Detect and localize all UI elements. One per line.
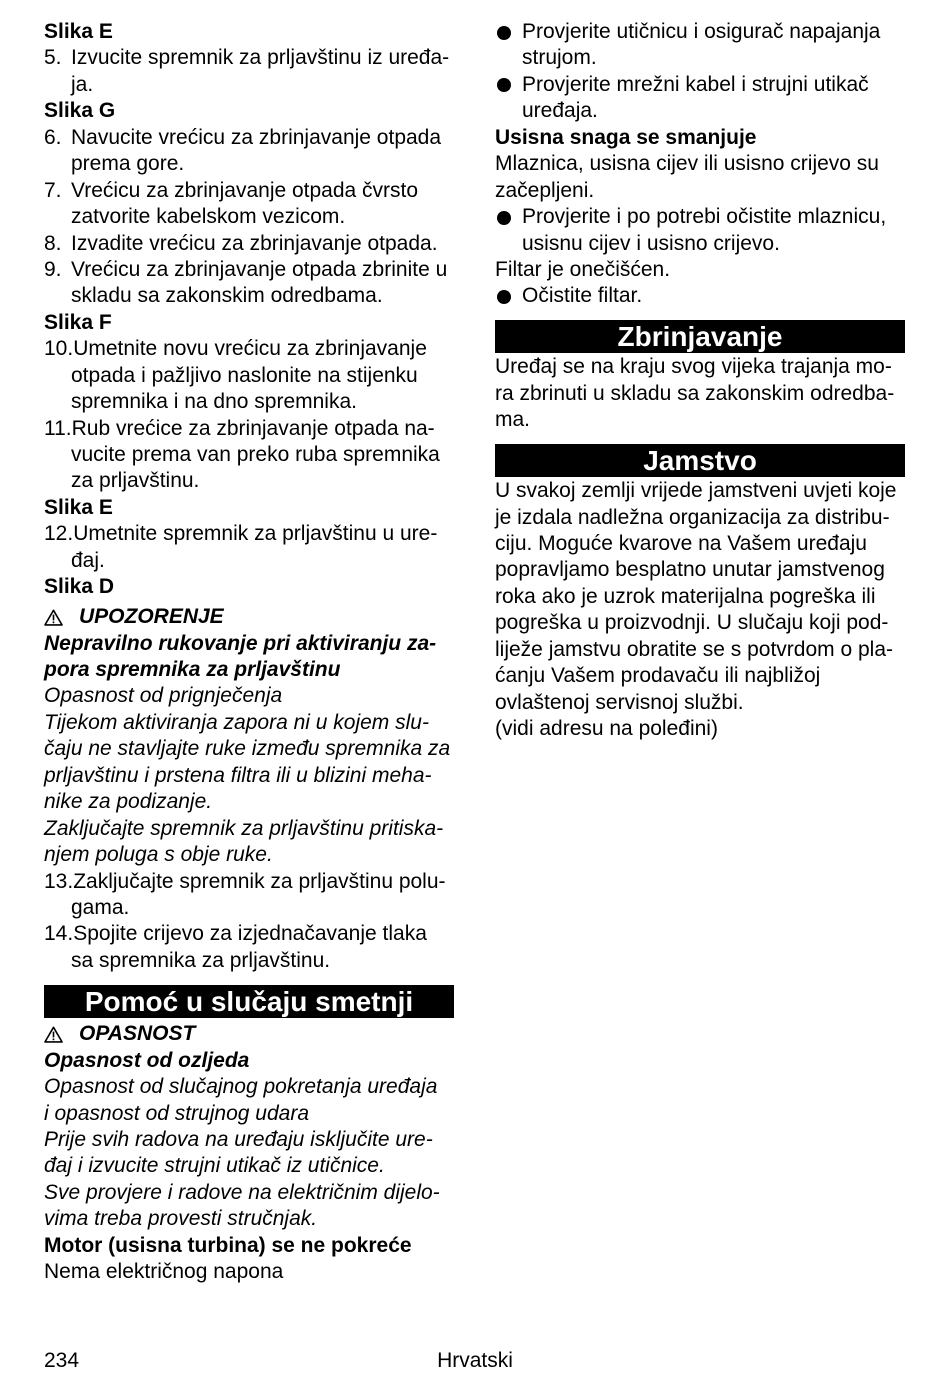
- check-item: [495, 72, 905, 125]
- fault-cause: začepljeni.: [495, 178, 595, 202]
- step-text: Spojite crijevo za izjednačavanje tlaka: [73, 922, 427, 946]
- check-item: [495, 19, 905, 72]
- warning-text: prljavštinu i prstena filtra ili u blizini meha-: [44, 763, 432, 787]
- fault-cause: Filtar je onečišćen.: [495, 257, 671, 281]
- step-first-line: [44, 336, 454, 362]
- warranty-text: pogreška u proizvodnji. U slučaju koji pod-: [495, 611, 889, 635]
- warranty-text: roka ako je uzrok materijalna pogreška ili: [495, 584, 876, 608]
- footer-language: Hrvatski: [437, 1349, 513, 1372]
- check-text: Provjerite mrežni kabel i strujni utikač: [522, 72, 869, 96]
- step-first-line: [44, 921, 454, 947]
- danger-notice: [44, 1021, 454, 1233]
- figure-ref: Slika D: [44, 575, 115, 599]
- step-number: 8.: [44, 231, 62, 255]
- step-text: Izvadite vrećicu za zbrinjavanje otpada.: [71, 231, 438, 255]
- check-first-line: [495, 19, 905, 45]
- step-text: otpada i pažljivo naslonite na stijenku: [71, 363, 418, 387]
- step-8: [44, 231, 454, 257]
- step-text: Zaključajte spremnik za prljavštinu polu-: [73, 869, 446, 893]
- warranty-note: (vidi adresu na poleđini): [495, 717, 718, 741]
- step-number: 9.: [44, 257, 62, 281]
- warning-triangle-icon: [44, 1026, 63, 1043]
- fault-title: Motor (usisna turbina) se ne pokreće: [44, 1233, 412, 1257]
- step-first-line: [44, 178, 454, 204]
- warranty-text: popravljamo besplatno unutar jamstvenog: [495, 558, 885, 582]
- step-first-line: [44, 257, 454, 283]
- danger-text: Prije svih radova na uređaju isključite ure-: [44, 1128, 433, 1151]
- danger-text: Sve provjere i radove na električnim dijelo-: [44, 1180, 440, 1204]
- figure-ref: Slika F: [44, 310, 112, 334]
- warning-text: njem poluga s obje ruke.: [44, 843, 273, 867]
- warning-text: Zaključajte spremnik za prljavštinu pritiska-: [44, 816, 444, 840]
- step-text: skladu sa zakonskim odredbama.: [71, 284, 383, 308]
- bullet-icon: [497, 26, 511, 40]
- step-number: 11.: [44, 416, 72, 440]
- bullet-icon: [497, 211, 511, 225]
- step-11: [44, 416, 454, 495]
- disposal-text: ra zbrinuti u skladu sa zakonskim odredba-: [495, 381, 895, 405]
- step-first-line: [44, 869, 454, 895]
- warning-notice: [44, 604, 454, 868]
- right-column: [495, 19, 905, 743]
- danger-text: Opasnost od slučajnog pokretanja uređaja: [44, 1075, 438, 1099]
- check-first-line: [495, 204, 905, 230]
- warning-text: čaju ne stavljajte ruke između spremnika za: [44, 737, 451, 761]
- step-text: Umetnite spremnik za prljavštinu u ure-: [73, 522, 438, 546]
- bullet-icon: [497, 290, 511, 304]
- step-text: ja.: [71, 72, 94, 96]
- warranty-text: je izdala nadležna organizacija za distribu-: [495, 505, 890, 529]
- check-text: usisnu cijev i usisno crijevo.: [522, 231, 780, 255]
- warning-title: pora spremnika za prljavštinu: [44, 658, 341, 681]
- step-text: Izvucite spremnik za prljavštinu iz uređa-: [71, 46, 450, 70]
- check-item: [495, 204, 905, 257]
- danger-header: [44, 1021, 454, 1047]
- step-12: [44, 521, 454, 574]
- step-first-line: [44, 45, 454, 71]
- figure-ref: Slika G: [44, 99, 116, 123]
- fault-cause: Mlaznica, usisna cijev ili usisno crijevo su: [495, 152, 879, 176]
- step-9: [44, 257, 454, 310]
- step-text: za prljavštinu.: [71, 469, 200, 493]
- step-number: 13.: [44, 869, 74, 893]
- step-number: 6.: [44, 125, 62, 149]
- step-6: [44, 125, 454, 178]
- check-text: strujom.: [522, 46, 597, 70]
- step-text: gama.: [71, 895, 130, 919]
- step-10: [44, 336, 454, 415]
- figure-ref: Slika E: [44, 20, 113, 43]
- warning-title: Nepravilno rukovanje pri aktiviranju za-: [44, 631, 437, 655]
- step-text: prema gore.: [71, 152, 185, 176]
- step-14: [44, 921, 454, 974]
- warning-header: [44, 604, 454, 630]
- step-first-line: [44, 231, 454, 257]
- warning-text: Tijekom aktiviranja zapora ni u kojem slu-: [44, 710, 429, 734]
- step-first-line: [44, 125, 454, 151]
- step-number: 5.: [44, 46, 62, 70]
- step-text: đaj.: [71, 548, 105, 572]
- warranty-text: liježe jamstvu obratite se s potvrdom o pla-: [495, 637, 894, 661]
- warranty-text: ciju. Moguće kvarove na Vašem uređaju: [495, 532, 867, 555]
- step-number: 7.: [44, 178, 62, 202]
- step-text: Navucite vrećicu za zbrinjavanje otpada: [71, 125, 442, 149]
- warning-label: UPOZORENJE: [79, 605, 224, 629]
- check-text: Provjerite i po potrebi očistite mlaznicu,: [522, 205, 887, 229]
- section-heading-warranty: Jamstvo: [495, 444, 905, 477]
- check-item: [495, 283, 905, 309]
- warranty-text: U svakoj zemlji vrijede jamstveni uvjeti koje: [495, 479, 897, 503]
- danger-title: Opasnost od ozljeda: [44, 1048, 250, 1072]
- section-heading-troubleshooting: Pomoć u slučaju smetnji: [44, 985, 454, 1018]
- step-5: [44, 45, 454, 98]
- danger-text: đaj i izvucite strujni utikač iz utičnice.: [44, 1154, 385, 1178]
- disposal-text: Uređaj se na kraju svog vijeka trajanja mo-: [495, 355, 892, 379]
- step-first-line: [44, 416, 454, 442]
- step-text: Rub vrećice za zbrinjavanje otpada na-: [71, 416, 435, 440]
- check-first-line: [495, 72, 905, 98]
- left-column: [44, 19, 454, 1286]
- step-first-line: [44, 521, 454, 547]
- figure-ref: Slika E: [44, 495, 113, 519]
- step-text: Umetnite novu vrećicu za zbrinjavanje: [73, 337, 427, 361]
- warning-text: nike za podizanje.: [44, 790, 213, 814]
- disposal-text: ma.: [495, 408, 531, 432]
- page-number: 234: [44, 1349, 80, 1372]
- step-13: [44, 869, 454, 922]
- step-text: vucite prema van preko ruba spremnika: [71, 443, 440, 466]
- bullet-icon: [497, 78, 511, 92]
- step-text: Vrećicu za zbrinjavanje otpada čvrsto: [71, 178, 419, 202]
- step-number: 14.: [44, 922, 74, 946]
- check-first-line: [495, 283, 905, 309]
- step-number: 10.: [44, 337, 74, 361]
- section-heading-disposal: Zbrinjavanje: [495, 320, 905, 353]
- check-text: Očistite filtar.: [522, 284, 643, 308]
- fault-cause: Nema električnog napona: [44, 1260, 284, 1284]
- step-text: sa spremnika za prljavštinu.: [71, 948, 331, 972]
- warranty-text: ovlaštenoj servisnoj službi.: [495, 690, 744, 714]
- warning-text: Opasnost od prignječenja: [44, 684, 283, 708]
- step-7: [44, 178, 454, 231]
- step-number: 12.: [44, 522, 74, 546]
- step-text: zatvorite kabelskom vezicom.: [71, 205, 346, 229]
- step-text: Vrećicu za zbrinjavanje otpada zbrinite u: [71, 257, 448, 281]
- check-text: Provjerite utičnicu i osigurač napajanja: [522, 20, 881, 43]
- check-text: uređaja.: [522, 99, 598, 123]
- danger-label: OPASNOST: [79, 1022, 196, 1046]
- danger-text: vima treba provesti stručnjak.: [44, 1207, 318, 1231]
- fault-title: Usisna snaga se smanjuje: [495, 125, 757, 149]
- warranty-text: ćanju Vašem prodavaču ili najbližoj: [495, 664, 821, 688]
- step-text: spremnika i na dno spremnika.: [71, 390, 357, 414]
- danger-text: i opasnost od strujnog udara: [44, 1101, 310, 1125]
- warning-triangle-icon: [44, 609, 63, 626]
